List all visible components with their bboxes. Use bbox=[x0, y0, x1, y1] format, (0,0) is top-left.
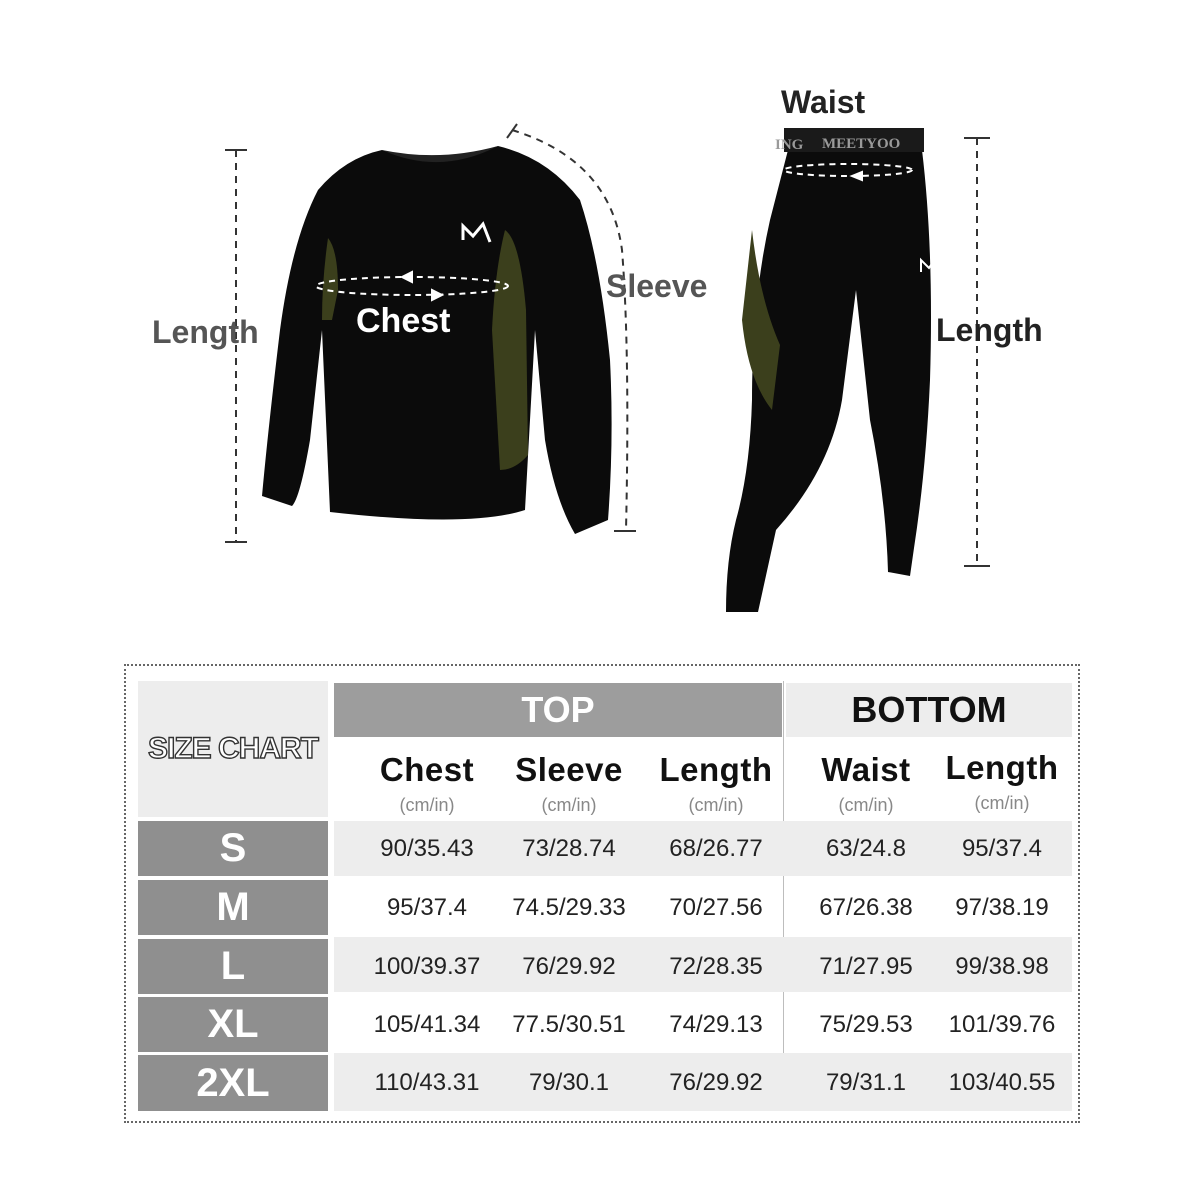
table-cell: 79/30.1 bbox=[528, 1069, 610, 1096]
top-group-header: TOP bbox=[334, 683, 782, 737]
table-cell: 100/39.37 bbox=[373, 952, 481, 980]
size-cell-2xl: 2XL bbox=[138, 1055, 328, 1111]
column-unit: (cm/in) bbox=[688, 795, 744, 815]
column-unit: (cm/in) bbox=[541, 795, 597, 815]
table-cell: 103/40.55 bbox=[948, 1069, 1056, 1096]
column-name: Waist bbox=[821, 751, 911, 788]
column-name: Sleeve bbox=[515, 751, 623, 788]
size-chart-title-line2: CHART bbox=[218, 732, 319, 765]
column-unit: (cm/in) bbox=[838, 795, 894, 815]
top-length-label: Length bbox=[152, 314, 259, 350]
table-cell: 75/29.53 bbox=[819, 1010, 913, 1038]
column-header-waist bbox=[794, 743, 938, 819]
table-cell: 77.5/30.51 bbox=[512, 1010, 626, 1038]
table-cell: 105/41.34 bbox=[373, 1010, 481, 1038]
column-unit: (cm/in) bbox=[974, 793, 1030, 813]
column-name: Length bbox=[659, 751, 773, 788]
waistband-text: MEETYOO bbox=[822, 136, 901, 152]
table-cell: 90/35.43 bbox=[380, 834, 474, 862]
column-name: Length bbox=[945, 749, 1059, 786]
table-cell: 68/26.77 bbox=[669, 834, 763, 862]
bottom-length-dimension bbox=[964, 138, 990, 566]
table-cell: 63/24.8 bbox=[825, 834, 907, 862]
table-cell: 73/28.74 bbox=[522, 834, 616, 862]
size-chart-title-line1: SIZE bbox=[147, 732, 211, 765]
size-chart-title-cell bbox=[138, 681, 328, 817]
size-cell-xl: XL bbox=[138, 997, 328, 1052]
leggings bbox=[726, 128, 936, 612]
table-cell: 76/29.92 bbox=[669, 1069, 763, 1096]
column-unit: (cm/in) bbox=[399, 795, 455, 815]
bottom-length-label: Length bbox=[936, 312, 1043, 348]
table-cell: 99/38.98 bbox=[955, 952, 1049, 980]
chest-label: Chest bbox=[356, 302, 451, 340]
table-cell: 72/28.35 bbox=[669, 952, 763, 980]
size-chart-title bbox=[148, 733, 318, 765]
column-name: Chest bbox=[379, 751, 475, 788]
table-cell: 95/37.4 bbox=[961, 834, 1043, 862]
size-chart-table bbox=[138, 681, 1072, 1111]
table-cell: 74/29.13 bbox=[669, 1010, 763, 1038]
table-cell: 97/38.19 bbox=[955, 893, 1049, 921]
table-cell: 110/43.31 bbox=[374, 1069, 480, 1096]
table-cell: 79/31.1 bbox=[825, 1069, 907, 1096]
size-cell-m: M bbox=[138, 880, 328, 935]
column-header-chest bbox=[354, 743, 500, 819]
table-cell: 95/37.4 bbox=[386, 893, 468, 921]
table-cell: 74.5/29.33 bbox=[512, 893, 626, 921]
table-cell: 101/39.76 bbox=[948, 1010, 1056, 1038]
column-header-sleeve bbox=[496, 743, 642, 819]
bottom-group-header: BOTTOM bbox=[786, 683, 1072, 737]
table-cell: 76/29.92 bbox=[522, 952, 616, 980]
waistband-text-partial: ING bbox=[775, 137, 804, 153]
column-header-top-length bbox=[644, 743, 788, 819]
waist-label: Waist bbox=[781, 84, 866, 120]
sleeve-label: Sleeve bbox=[606, 268, 708, 304]
table-cell: 67/26.38 bbox=[819, 893, 913, 921]
table-cell: 71/27.95 bbox=[819, 952, 913, 980]
column-header-bottom-length bbox=[932, 741, 1072, 817]
table-cell: 70/27.56 bbox=[669, 893, 763, 921]
size-cell-s: S bbox=[138, 821, 328, 876]
size-cell-l: L bbox=[138, 939, 328, 994]
